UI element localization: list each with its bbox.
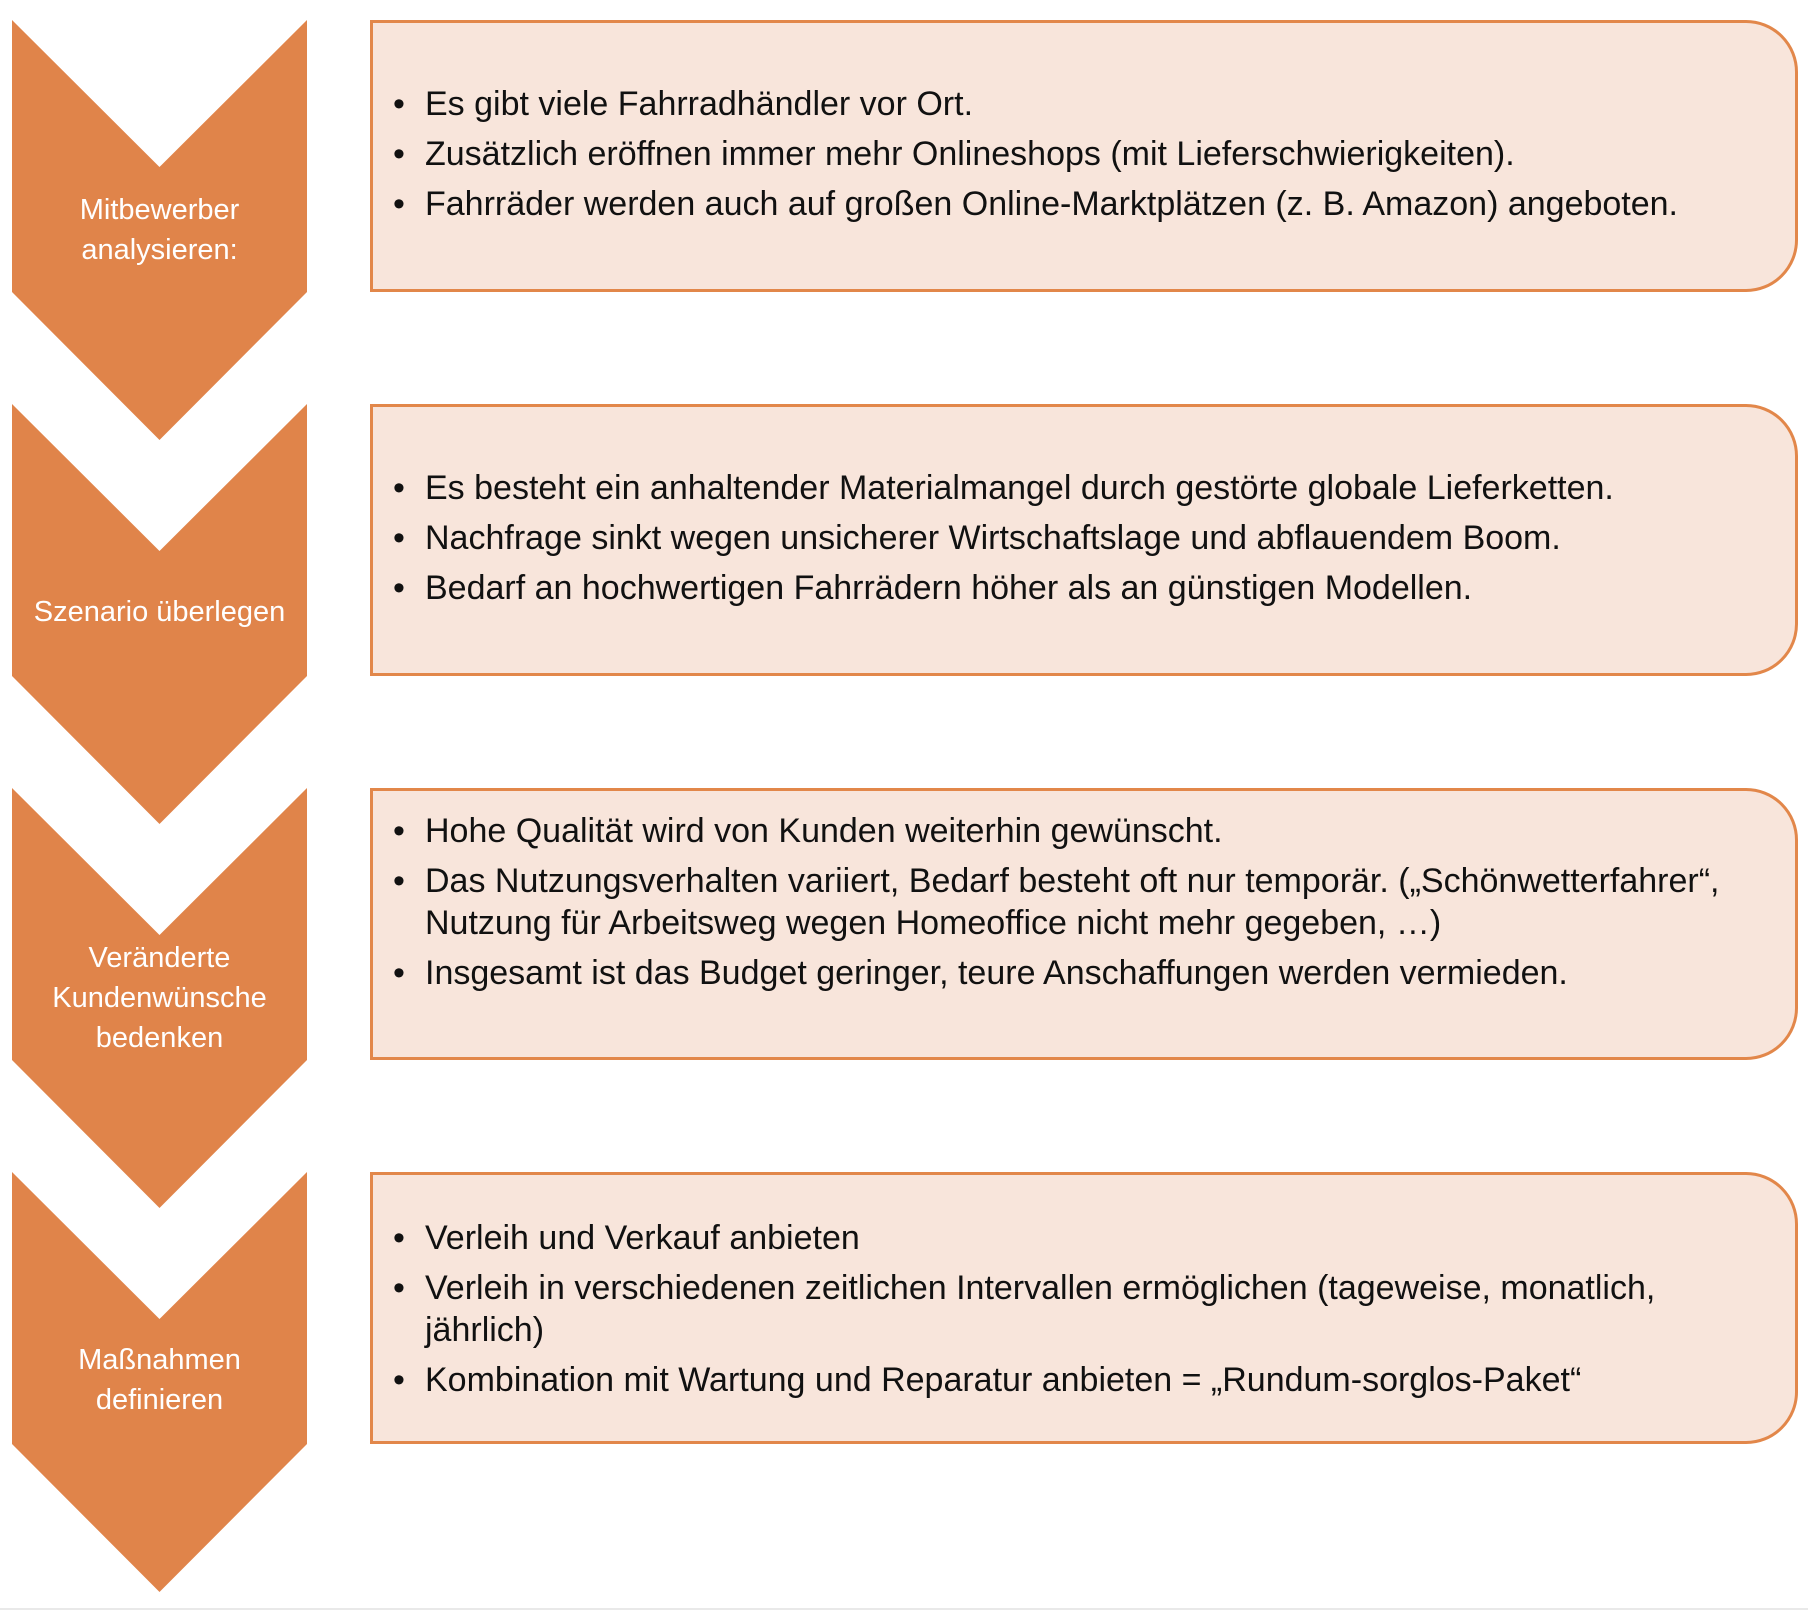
list-item <box>373 133 1743 175</box>
list-item <box>373 860 1743 944</box>
list-item <box>373 952 1743 994</box>
chevron-step-1 <box>12 20 307 455</box>
chevron-step-3 <box>12 788 307 1223</box>
list-item-text: Nachfrage sinkt wegen unsicherer Wirtschaftslage und abflauendem Boom. <box>425 519 1561 557</box>
list-item <box>373 1359 1743 1401</box>
bullet-list-step-1 <box>373 83 1743 233</box>
chevron-label-step-1: Mitbewerber analysieren: <box>79 194 240 266</box>
list-item-text: Verleih und Verkauf anbieten <box>425 1219 860 1257</box>
bullet-icon: • <box>393 1219 405 1257</box>
list-item-text: Insgesamt ist das Budget geringer, teure Anschaffungen werden vermieden. <box>425 954 1568 992</box>
bullet-icon: • <box>393 862 405 900</box>
detail-box-step-3 <box>370 788 1798 1060</box>
detail-box-step-1 <box>370 20 1798 292</box>
list-item-text: Hohe Qualität wird von Kunden weiterhin gewünscht. <box>425 812 1223 850</box>
chevron-step-2 <box>12 404 307 839</box>
bullet-list-step-2 <box>373 467 1743 617</box>
chevron-label-step-4: Maßnahmen definieren <box>78 1344 241 1416</box>
list-item-text: Bedarf an hochwertigen Fahrrädern höher als an günstigen Modellen. <box>425 569 1473 607</box>
bullet-icon: • <box>393 1269 405 1307</box>
list-item-text: Kombination mit Wartung und Reparatur anbieten = „Rundum-sorglos-Paket“ <box>425 1361 1582 1399</box>
bullet-icon: • <box>393 135 405 173</box>
bullet-icon: • <box>393 185 405 223</box>
list-item <box>373 83 1743 125</box>
bullet-icon: • <box>393 469 405 507</box>
bullet-icon: • <box>393 812 405 850</box>
chevron-label-step-2: Szenario überlegen <box>33 596 286 628</box>
list-item <box>373 810 1743 852</box>
detail-box-step-4 <box>370 1172 1798 1444</box>
list-item <box>373 183 1743 225</box>
list-item <box>373 467 1743 509</box>
bullet-list-step-3 <box>373 810 1743 1002</box>
list-item <box>373 567 1743 609</box>
bullet-icon: • <box>393 569 405 607</box>
list-item-text: Verleih in verschiedenen zeitlichen Intervallen ermöglichen (tageweise, monatlich, jährlich) <box>425 1269 1656 1349</box>
bottom-divider <box>0 1608 1808 1610</box>
chevron-step-4 <box>12 1172 307 1607</box>
list-item-text: Fahrräder werden auch auf großen Online-Marktplätzen (z. B. Amazon) angeboten. <box>425 185 1679 223</box>
bullet-icon: • <box>393 85 405 123</box>
bullet-icon: • <box>393 1361 405 1399</box>
list-item <box>373 1267 1743 1351</box>
list-item <box>373 517 1743 559</box>
list-item-text: Es besteht ein anhaltender Materialmangel durch gestörte globale Lieferketten. <box>425 469 1614 507</box>
list-item <box>373 1217 1743 1259</box>
list-item-text: Das Nutzungsverhalten variiert, Bedarf besteht oft nur temporär. („Schönwetterfahrer“, Nutzung für Arbeitsweg wegen Homeoffice nicht mehr gegeben, …) <box>425 862 1720 942</box>
bullet-icon: • <box>393 519 405 557</box>
list-item-text: Es gibt viele Fahrradhändler vor Ort. <box>425 85 974 123</box>
detail-box-step-2 <box>370 404 1798 676</box>
bullet-list-step-4 <box>373 1217 1743 1409</box>
list-item-text: Zusätzlich eröffnen immer mehr Onlineshops (mit Lieferschwierigkeiten). <box>425 135 1515 173</box>
bullet-icon: • <box>393 954 405 992</box>
chevron-label-step-3: Veränderte Kundenwünsche bedenken <box>52 942 267 1054</box>
